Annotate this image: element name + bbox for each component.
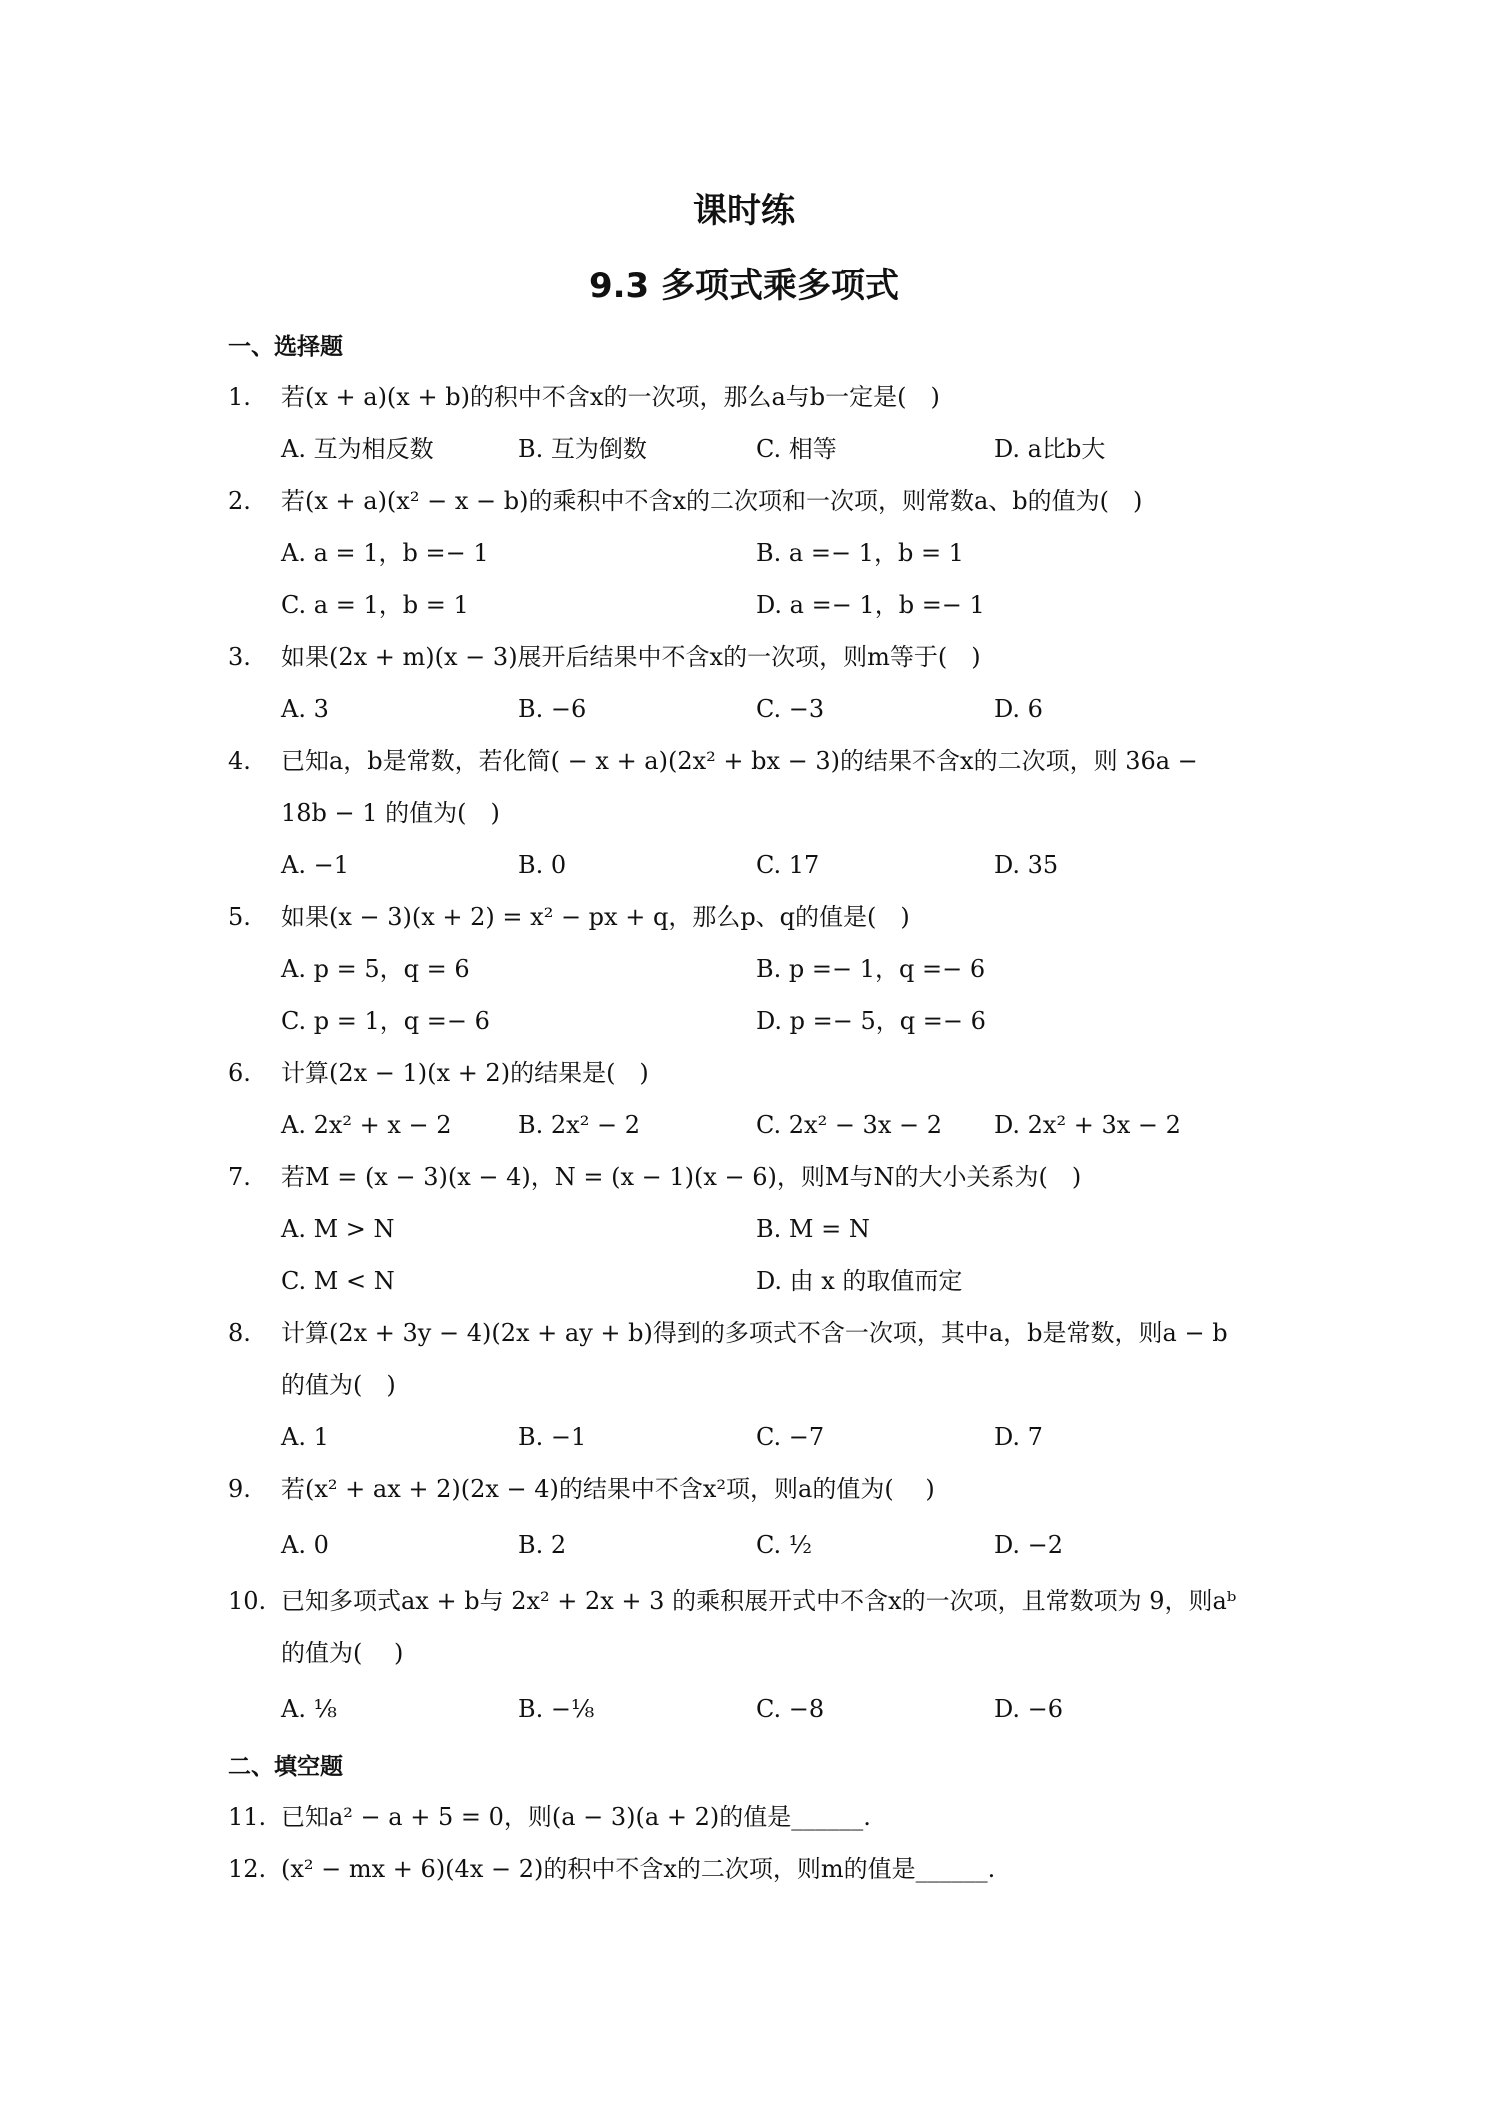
- page-title: 课时练: [693, 191, 795, 231]
- question-5-options-row1: [228, 952, 1288, 986]
- option-a: A. a = 1，b =− 1: [281, 539, 489, 567]
- question-number: 5.: [228, 903, 251, 931]
- option-d: D. 35: [994, 851, 1059, 879]
- option-a: A. −1: [281, 851, 349, 879]
- question-6: [228, 1056, 1288, 1090]
- question-number: 10.: [228, 1587, 267, 1615]
- question-number: 9.: [228, 1475, 251, 1503]
- question-5-options-row2: [228, 1004, 1288, 1038]
- option-d: D. 7: [994, 1423, 1043, 1451]
- question-4-continued: [228, 796, 1288, 830]
- page-subtitle: 9.3 多项式乘多项式: [588, 266, 900, 306]
- question-6-options: [228, 1108, 1288, 1142]
- question-8: [228, 1316, 1288, 1350]
- question-1-options: [228, 432, 1288, 466]
- question-stem: 若(x² + ax + 2)(2x − 4)的结果中不含x²项，则a的值为( ): [281, 1475, 935, 1503]
- option-d: D. a比b大: [994, 435, 1106, 463]
- option-c: C. 相等: [756, 435, 837, 463]
- option-c: C. 2x² − 3x − 2: [756, 1111, 942, 1139]
- option-d: D. 由 x 的取值而定: [756, 1267, 963, 1295]
- question-9: [228, 1472, 1288, 1506]
- option-c: C. M < N: [281, 1267, 395, 1295]
- option-d: D. −2: [994, 1531, 1064, 1559]
- section-fill-heading: 二、填空题: [228, 1754, 343, 1780]
- question-4: [228, 744, 1288, 778]
- question-stem: 若(x + a)(x² − x − b)的乘积中不含x的二次项和一次项，则常数a、b的值为( ): [281, 487, 1143, 515]
- question-stem: 若(x + a)(x + b)的积中不含x的一次项，那么a与b一定是( ): [281, 383, 940, 411]
- option-c: C. p = 1，q =− 6: [281, 1007, 490, 1035]
- question-number: 11.: [228, 1803, 267, 1831]
- question-number: 6.: [228, 1059, 251, 1087]
- option-a: A. ⅛: [281, 1695, 337, 1723]
- option-a: A. 互为相反数: [281, 435, 434, 463]
- question-number: 3.: [228, 643, 251, 671]
- option-b: B. −1: [518, 1423, 587, 1451]
- question-7-options-row1: [228, 1212, 1288, 1246]
- option-a: A. p = 5，q = 6: [281, 955, 470, 983]
- question-stem: 如果(2x + m)(x − 3)展开后结果中不含x的一次项，则m等于( ): [281, 643, 981, 671]
- option-d: D. 2x² + 3x − 2: [994, 1111, 1181, 1139]
- question-number: 12.: [228, 1855, 267, 1883]
- option-c: C. 17: [756, 851, 820, 879]
- question-number: 1.: [228, 383, 251, 411]
- option-c: C. ½: [756, 1531, 813, 1559]
- section-choice-heading: 一、选择题: [228, 334, 343, 360]
- option-b: B. −⅛: [518, 1695, 595, 1723]
- question-stem: 若M = (x − 3)(x − 4)，N = (x − 1)(x − 6)，则M与N的大小关系为( ): [281, 1163, 1082, 1191]
- option-b: B. M = N: [756, 1215, 870, 1243]
- option-d: D. a =− 1，b =− 1: [756, 591, 985, 619]
- option-b: B. 0: [518, 851, 567, 879]
- question-8-options: [228, 1420, 1288, 1454]
- question-2-options-row2: [228, 588, 1288, 622]
- question-1: [228, 380, 1288, 414]
- question-stem: 已知a² − a + 5 = 0，则(a − 3)(a + 2)的值是______.: [281, 1803, 871, 1831]
- question-2-options-row1: [228, 536, 1288, 570]
- question-stem: (x² − mx + 6)(4x − 2)的积中不含x的二次项，则m的值是______.: [281, 1855, 996, 1883]
- question-stem: 如果(x − 3)(x + 2) = x² − px + q，那么p、q的值是( ): [281, 903, 910, 931]
- question-8-continued: [228, 1368, 1288, 1402]
- question-3-options: [228, 692, 1288, 726]
- option-b: B. a =− 1，b = 1: [756, 539, 964, 567]
- option-a: A. 3: [281, 695, 329, 723]
- question-4-options: [228, 848, 1288, 882]
- question-stem-continued: 的值为( ): [281, 1371, 396, 1399]
- option-c: C. −7: [756, 1423, 825, 1451]
- option-b: B. 2: [518, 1531, 567, 1559]
- question-7: [228, 1160, 1288, 1194]
- question-11: [228, 1800, 1288, 1834]
- question-5: [228, 900, 1288, 934]
- question-2: [228, 484, 1288, 518]
- option-d: D. p =− 5，q =− 6: [756, 1007, 986, 1035]
- option-b: B. 互为倒数: [518, 435, 647, 463]
- question-9-options: [228, 1528, 1288, 1562]
- question-number: 7.: [228, 1163, 251, 1191]
- option-c: C. a = 1，b = 1: [281, 591, 469, 619]
- option-d: D. 6: [994, 695, 1043, 723]
- question-number: 2.: [228, 487, 251, 515]
- question-stem-continued: 的值为( ): [281, 1639, 404, 1667]
- option-b: B. p =− 1，q =− 6: [756, 955, 986, 983]
- question-10-options: [228, 1692, 1288, 1726]
- option-a: A. M > N: [281, 1215, 395, 1243]
- question-10: [228, 1584, 1288, 1618]
- option-c: C. −8: [756, 1695, 825, 1723]
- question-number: 4.: [228, 747, 251, 775]
- question-number: 8.: [228, 1319, 251, 1347]
- question-12: [228, 1852, 1288, 1886]
- option-b: B. −6: [518, 695, 587, 723]
- question-stem: 计算(2x + 3y − 4)(2x + ay + b)得到的多项式不含一次项，其中a，b是常数，则a − b: [281, 1319, 1228, 1347]
- option-c: C. −3: [756, 695, 825, 723]
- option-a: A. 1: [281, 1423, 329, 1451]
- option-b: B. 2x² − 2: [518, 1111, 640, 1139]
- question-10-continued: [228, 1636, 1288, 1670]
- question-7-options-row2: [228, 1264, 1288, 1298]
- option-a: A. 0: [281, 1531, 329, 1559]
- question-stem-continued: 18b − 1 的值为( ): [281, 799, 500, 827]
- option-a: A. 2x² + x − 2: [281, 1111, 452, 1139]
- question-stem: 已知多项式ax + b与 2x² + 2x + 3 的乘积展开式中不含x的一次项，且常数项为 9，则aᵇ: [281, 1587, 1237, 1615]
- option-d: D. −6: [994, 1695, 1064, 1723]
- question-stem: 已知a，b是常数，若化简( − x + a)(2x² + bx − 3)的结果不含x的二次项，则 36a −: [281, 747, 1198, 775]
- question-stem: 计算(2x − 1)(x + 2)的结果是( ): [281, 1059, 649, 1087]
- question-3: [228, 640, 1288, 674]
